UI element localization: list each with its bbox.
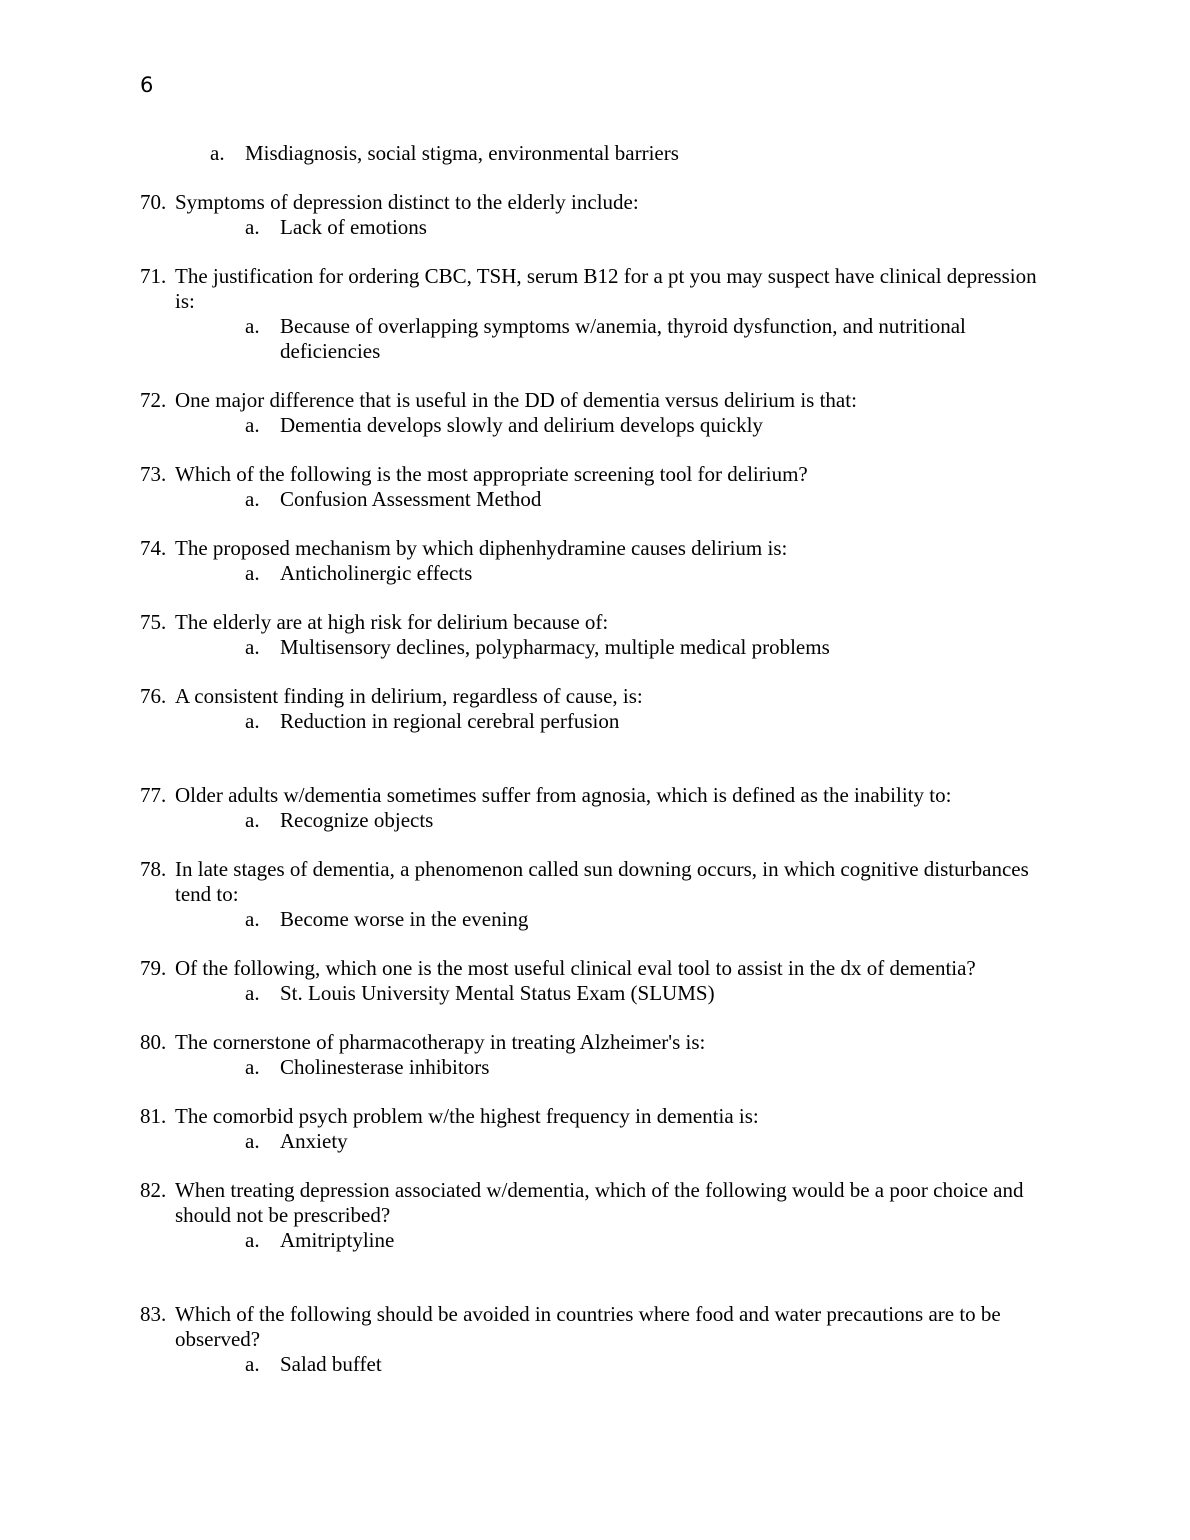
question-text: Which of the following should be avoided in countries where food and water precautions are to be observed? bbox=[175, 1302, 1001, 1351]
question-number: 76. bbox=[140, 684, 167, 708]
answer-letter: a. bbox=[245, 709, 260, 733]
answer-letter: a. bbox=[245, 907, 260, 931]
question-80 bbox=[140, 1030, 1050, 1080]
question-number: 78. bbox=[140, 857, 167, 881]
question-text: The proposed mechanism by which diphenhydramine causes delirium is: bbox=[175, 536, 788, 560]
answer bbox=[245, 1055, 1050, 1080]
answer-text: Dementia develops slowly and delirium develops quickly bbox=[280, 413, 763, 437]
question-number: 72. bbox=[140, 388, 167, 412]
question-text: Of the following, which one is the most useful clinical eval tool to assist in the dx of dementia? bbox=[175, 956, 976, 980]
answer bbox=[245, 561, 1050, 586]
answer bbox=[245, 1228, 1050, 1253]
answer-text: Cholinesterase inhibitors bbox=[280, 1055, 490, 1079]
question-text: The justification for ordering CBC, TSH, serum B12 for a pt you may suspect have clinical depression is: bbox=[175, 264, 1037, 313]
question-76 bbox=[140, 684, 1050, 734]
question-number: 70. bbox=[140, 190, 167, 214]
question-72 bbox=[140, 388, 1050, 438]
question-text: The cornerstone of pharmacotherapy in treating Alzheimer's is: bbox=[175, 1030, 706, 1054]
question-number: 80. bbox=[140, 1030, 167, 1054]
question-70 bbox=[140, 190, 1050, 240]
answer-text: Because of overlapping symptoms w/anemia, thyroid dysfunction, and nutritional deficiencies bbox=[280, 314, 966, 363]
question-text: A consistent finding in delirium, regardless of cause, is: bbox=[175, 684, 643, 708]
question-number: 83. bbox=[140, 1302, 167, 1326]
answer-text: Anxiety bbox=[280, 1129, 348, 1153]
question-text: When treating depression associated w/dementia, which of the following would be a poor choice and should not be prescribed? bbox=[175, 1178, 1024, 1227]
question-number: 77. bbox=[140, 783, 167, 807]
answer-letter: a. bbox=[245, 635, 260, 659]
answer bbox=[245, 981, 1050, 1006]
answer-text: Reduction in regional cerebral perfusion bbox=[280, 709, 620, 733]
question-number: 71. bbox=[140, 264, 167, 288]
answer-text: Anticholinergic effects bbox=[280, 561, 473, 585]
page-number: 6 bbox=[140, 73, 154, 97]
answer-letter: a. bbox=[245, 1129, 260, 1153]
answer-letter: a. bbox=[245, 487, 260, 511]
answer-letter: a. bbox=[245, 1352, 260, 1376]
answer-letter: a. bbox=[245, 561, 260, 585]
answer bbox=[245, 413, 1050, 438]
question-82 bbox=[140, 1178, 1050, 1253]
question-74 bbox=[140, 536, 1050, 586]
answer-letter: a. bbox=[210, 141, 225, 165]
question-number: 79. bbox=[140, 956, 167, 980]
answer-letter: a. bbox=[245, 413, 260, 437]
question-number: 73. bbox=[140, 462, 167, 486]
question-text: Symptoms of depression distinct to the elderly include: bbox=[175, 190, 639, 214]
answer bbox=[245, 215, 1050, 240]
question-number: 81. bbox=[140, 1104, 167, 1128]
question-text: The elderly are at high risk for delirium because of: bbox=[175, 610, 609, 634]
answer-text: Amitriptyline bbox=[280, 1228, 395, 1252]
question-list bbox=[140, 141, 1050, 1401]
answer-text: Recognize objects bbox=[280, 808, 434, 832]
answer-letter: a. bbox=[245, 981, 260, 1005]
answer bbox=[245, 314, 1050, 364]
leading-answer bbox=[210, 141, 1050, 166]
answer-letter: a. bbox=[245, 314, 260, 338]
answer-text: Confusion Assessment Method bbox=[280, 487, 542, 511]
question-78 bbox=[140, 857, 1050, 932]
answer bbox=[245, 635, 1050, 660]
question-text: Older adults w/dementia sometimes suffer from agnosia, which is defined as the inability to: bbox=[175, 783, 952, 807]
question-73 bbox=[140, 462, 1050, 512]
question-text: One major difference that is useful in the DD of dementia versus delirium is that: bbox=[175, 388, 857, 412]
answer-text: Multisensory declines, polypharmacy, multiple medical problems bbox=[280, 635, 830, 659]
answer-letter: a. bbox=[245, 215, 260, 239]
question-83 bbox=[140, 1302, 1050, 1377]
answer-text: Lack of emotions bbox=[280, 215, 427, 239]
answer bbox=[245, 907, 1050, 932]
answer bbox=[245, 709, 1050, 734]
answer bbox=[245, 487, 1050, 512]
answer-letter: a. bbox=[245, 1055, 260, 1079]
question-77 bbox=[140, 783, 1050, 833]
question-79 bbox=[140, 956, 1050, 1006]
question-number: 75. bbox=[140, 610, 167, 634]
answer-letter: a. bbox=[245, 808, 260, 832]
answer bbox=[245, 1352, 1050, 1377]
question-number: 82. bbox=[140, 1178, 167, 1202]
answer-letter: a. bbox=[245, 1228, 260, 1252]
question-text: The comorbid psych problem w/the highest frequency in dementia is: bbox=[175, 1104, 759, 1128]
answer-text: Misdiagnosis, social stigma, environmental barriers bbox=[245, 141, 679, 165]
question-text: In late stages of dementia, a phenomenon called sun downing occurs, in which cognitive disturbances tend to: bbox=[175, 857, 1029, 906]
answer bbox=[245, 808, 1050, 833]
answer bbox=[245, 1129, 1050, 1154]
answer-text: Salad buffet bbox=[280, 1352, 382, 1376]
answer-text: St. Louis University Mental Status Exam (SLUMS) bbox=[280, 981, 715, 1005]
question-number: 74. bbox=[140, 536, 167, 560]
question-71 bbox=[140, 264, 1050, 364]
answer-text: Become worse in the evening bbox=[280, 907, 529, 931]
question-81 bbox=[140, 1104, 1050, 1154]
question-75 bbox=[140, 610, 1050, 660]
question-text: Which of the following is the most appropriate screening tool for delirium? bbox=[175, 462, 808, 486]
